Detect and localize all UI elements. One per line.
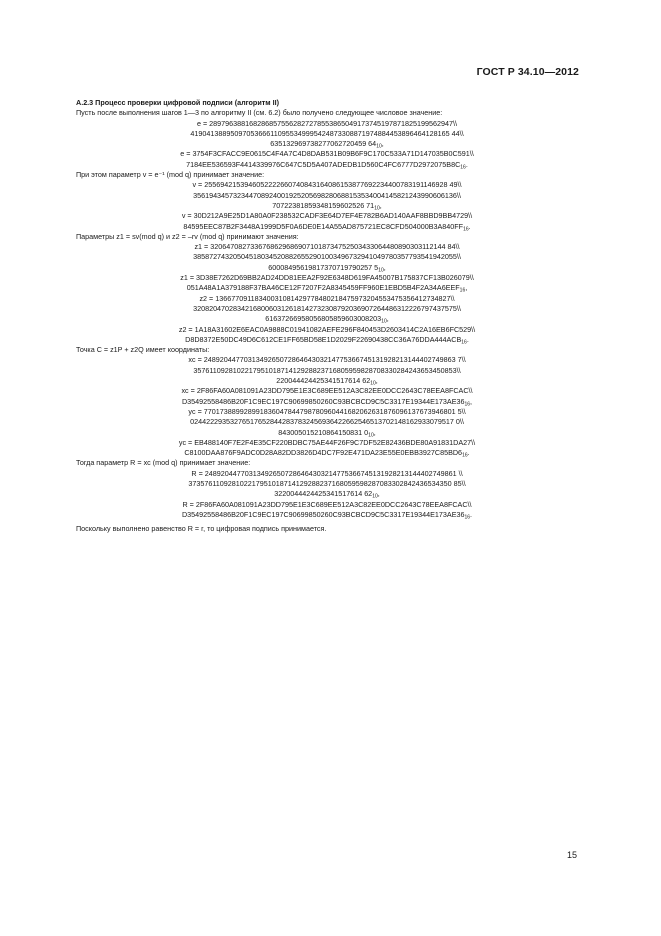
formula-line: 635132969738277062720459 $64_{10}$, — [270, 139, 384, 150]
e-value-block — [76, 119, 578, 170]
conclusion-paragraph: Поскольку выполнено равенство R = r, то цифровая подпись принимается. — [76, 524, 327, 534]
formula-line: $D8D8372E50DC49D6C612CE1FF65BD58E1D2029F22690438CC36A76DDA444ACB_{16}$. — [185, 334, 469, 346]
formula-line: yc = 770173889928991836047844798780960441682062631876096137673946801 5\\ — [188, 406, 466, 416]
formula-line: z1 = 32064708273367686296869071018734752503433064480890303112144 84\\ — [194, 242, 460, 252]
formula-line: $84595EEC87B2F3448A1999D5F0A6DE0E14A55AD875721EC8CFD504000B3A840FF_{16}$. — [183, 221, 471, 233]
formula-line: 357611092810221795101871412928823716805959828708330284243653450853\\ — [193, 365, 461, 375]
z-value-block — [76, 242, 578, 345]
page-header: ГОСТ Р 34.10—2012 — [476, 66, 579, 78]
formula-line: $D35492558486B20F1C9EC197C90699850260C93BCBCD9C5C3317E19344E173AE36_{16}$, — [181, 396, 473, 408]
formula-line: $61637266958056805859603008203_{10}$, — [265, 314, 389, 325]
c-intro: Точка C = z1P + z2Q имеет координаты: — [76, 345, 210, 355]
document-body — [76, 98, 578, 534]
formula-line: z2 = 1A18A31602E6EAC0A9888C01941082AEFE296F840453D2603414C2A16EB6FC529\\ — [178, 324, 476, 334]
formula-line: e = 2897963881682868575562827278553865049173745197871825199562947\\ — [196, 118, 458, 128]
v-value-block — [76, 180, 578, 231]
r-intro: Тогда параметр R = xc (mod q) принимает значение: — [76, 458, 251, 468]
c-value-block — [76, 355, 578, 458]
formula-line: 843005015210864150831 $0_{10}$, — [278, 427, 376, 438]
formula-line: e = 3754F3CFACC9E0615C4F4A7C4D8DAB531B09B6F9C170C533A71D147035B0C591\\ — [180, 149, 474, 159]
formula-line: 220044424425341517614 $62_{10}$, — [276, 376, 378, 387]
formula-line: v = 2556942153946052222660740843164086153877692234400783191146928 49\\ — [192, 180, 462, 190]
z-intro: Параметры z1 = sv(mod q) и z2 = –rv (mod q) принимают значения: — [76, 231, 299, 241]
formula-line: R = 248920447703134926507286464303214775366745131928213144402749861 \\ — [191, 468, 463, 478]
formula-line: 320820470283421680060312618142732308792036907264486312226797437575\\ — [193, 303, 461, 313]
formula-line: $D35492558486B20F1C9EC197C90699850260C93BCBCD9C5C3317E19344E173AE36_{16}$. — [181, 509, 473, 521]
formula-line: xc = 248920447703134926507286464303214775366745131928213144402749863 7\\ — [188, 355, 466, 365]
formula-line: z2 = 13667709118340031081429778480218475973204553475356412734827\\ — [199, 293, 455, 303]
intro-paragraph: Пусть после выполнения шагов 1—3 по алгоритму II (см. 6.2) было получено следующее числовое значение: — [76, 108, 443, 118]
formula-line: yc = EB488140F7E2F4E35CF220BDBC75AE44F26F9C7DF52E82436BDE80A91831DA27\\ — [178, 437, 476, 447]
formula-line: 60008495619817370719790257 $5_{10}$, — [268, 262, 386, 274]
formula-line: 385872743205045180345208826552901003496732941049780357793541942055\\ — [193, 252, 461, 262]
formula-line: v = 30D212A9E25D1A80A0F238532CADF3E64D7EF4E782B6AD140AAF8BBD9BB4729\\ — [181, 211, 473, 221]
formula-line: z1 = 3D38E7262D69BB2AD24DD81EEA2F92E6348D619FA45007B175837CF13B026079\\ — [180, 273, 474, 283]
page-number: 15 — [567, 850, 578, 860]
formula-line: R = 2F86FA60A081091A23DD795E1E3C689EE512A3C82EE0DCC2643C78EEA8FCAC\\ — [182, 499, 472, 509]
formula-line: $7184EE536593F4414339976C647C5D5A407ADEDB1D560C4FC6777D2972075B8C_{16}$. — [186, 159, 468, 171]
formula-line: 3220044424425341517614 $62_{10}$, — [274, 489, 380, 500]
formula-line: 356194345732344708924001925205698280688153534004145821243990606136\\ — [193, 190, 461, 200]
formula-line: 373576110928102217951018714129288237168059598287083302842436534350 85\\ — [188, 478, 466, 488]
formula-line: 41904138895097053666110955349995424873308871974884453896464128165 44\\ — [190, 128, 464, 138]
r-value-block — [76, 469, 578, 520]
v-intro: При этом параметр v = e⁻¹ (mod q) принимает значение: — [76, 170, 265, 180]
formula-line: $C8100DAA876F9ADC0D28A82DD3826D4DC7F92E471DA23E55E0EBB3927C85BD6_{16}$. — [184, 448, 470, 459]
formula-line: $051A48A1A379188F37BA46CE12F7207F2A8345459FF960E1EBD5B4F2A34A6EEF_{16}$, — [186, 283, 468, 294]
formula-line: 70722381859348159602526 $71_{10}$, — [272, 200, 382, 212]
formula-line: 024422293532765176528442837832456936422662546513702148162933079517 0\\ — [190, 417, 464, 427]
section-heading: А.2.3 Процесс проверки цифровой подписи (алгоритм II) — [76, 98, 279, 107]
formula-line: xc = 2F86FA60A081091A23DD795E1E3C689EE512A3C82EE0DCC2643C78EEA8FCAC\\ — [181, 386, 473, 396]
